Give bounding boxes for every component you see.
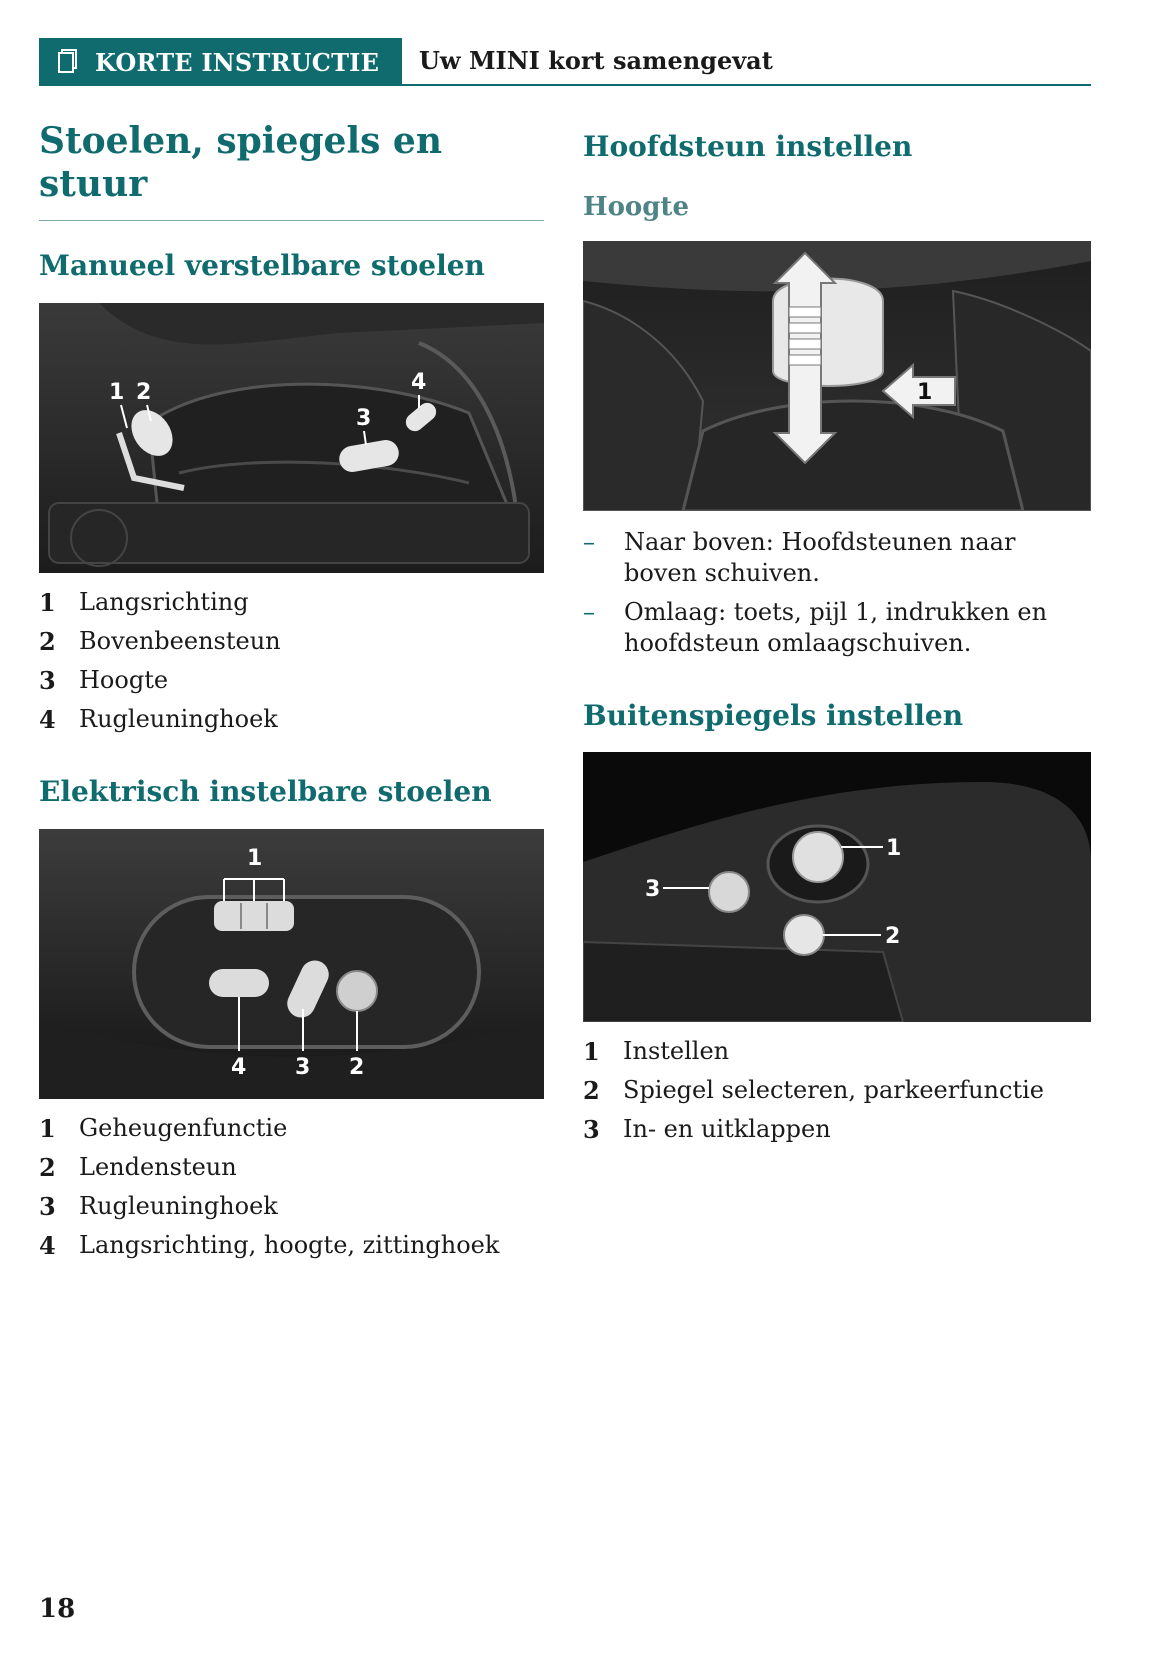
list-item: 1 Instellen [583,1037,730,1067]
callout-1: 1 [886,836,902,862]
callout-2: 2 [349,1054,365,1080]
list-item: 2 Lendensteun [39,1152,237,1182]
mirrors-list [583,1032,1091,1149]
callout-4: 4 [411,369,427,395]
headrest-subheading: Hoogte [583,191,689,222]
page-number: 18 [39,1594,76,1624]
electric-seats-heading: Elektrisch instelbare stoelen [39,774,492,808]
right-column [583,120,1091,1149]
list-item: 4 Langsrichting, hoogte, zittinghoek [39,1230,500,1260]
electric-seats-list [39,1109,544,1265]
callout-1: 1 [917,379,933,405]
mirrors-heading: Buitenspiegels instellen [583,698,964,732]
headrest-heading: Hoofdsteun instellen [583,130,913,163]
list-item: – Naar boven: Hoofdsteunen naar boven schuiven. [583,527,1016,587]
list-item: 1 Geheugenfunctie [39,1113,288,1143]
callout-2: 2 [136,379,152,405]
callout-4: 4 [231,1054,247,1080]
list-item: 3 Rugleuninghoek [39,1191,278,1221]
mirror-controls-photo [583,752,1091,1022]
list-item: 1 Langsrichting [39,587,249,617]
callout-3: 3 [356,405,372,431]
page-header [39,38,1091,86]
headrest-bullets [583,527,1091,659]
list-item: – Omlaag: toets, pijl 1, indrukken en hoofdsteun omlaagschuiven. [583,597,1048,657]
list-item: 3 In- en uitklappen [583,1115,831,1145]
list-item: 2 Bovenbeensteun [39,626,281,656]
left-column [39,120,544,1265]
manual-seat-photo [39,303,544,573]
list-item: 2 Spiegel selecteren, parkeerfunctie [583,1076,1044,1106]
callout-3: 3 [295,1054,311,1080]
electric-seat-photo [39,829,544,1099]
callout-3: 3 [645,877,661,903]
callout-1: 1 [109,379,125,405]
section-tab-label: KORTE INSTRUCTIE [95,47,380,77]
callout-1: 1 [247,845,263,871]
callout-2: 2 [885,924,901,950]
list-item: 3 Hoogte [39,665,169,695]
manual-seats-heading: Manueel verstelbare stoelen [39,249,485,283]
section-tab [39,38,402,86]
manual-seats-list [39,583,544,739]
list-item: 4 Rugleuninghoek [39,704,278,734]
header-subtitle: Uw MINI kort samengevat [419,46,773,75]
headrest-photo [583,241,1091,511]
page-title: Stoelen, spiegels en stuur [39,120,544,221]
book-icon [53,48,81,76]
